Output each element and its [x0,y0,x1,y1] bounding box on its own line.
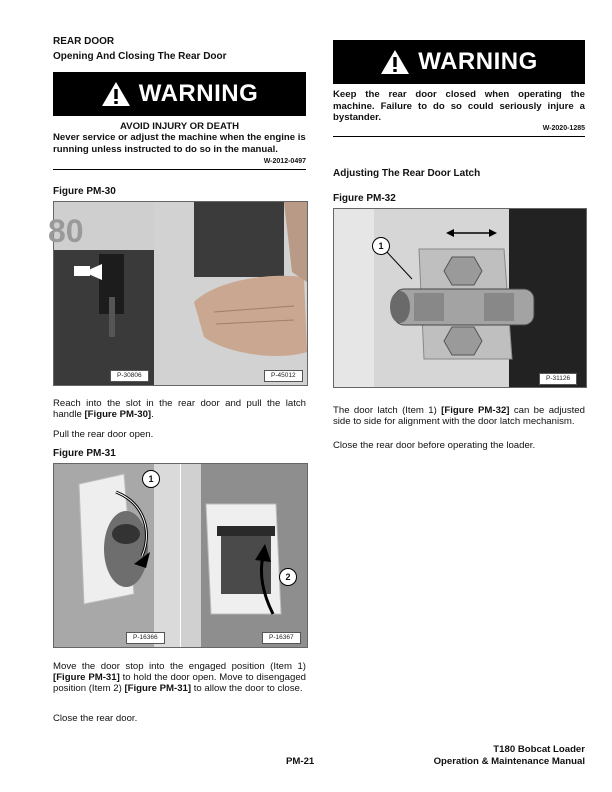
paragraph-door-stop [53,661,306,695]
figure-reference: [Figure PM-32] [441,405,510,416]
subsection-title-adjusting: Adjusting The Rear Door Latch [333,168,481,179]
para-text: Reach into the slot in the rear door and pull the latch handle [53,398,306,421]
para-text: . [151,409,154,421]
footer-manual: Operation & Maintenance Manual [433,756,585,767]
warning-word: WARNING [138,80,259,107]
photo-door-stop-disengaged [181,464,307,647]
figure-pm32-title: Figure PM-32 [333,193,396,204]
footer-model: T180 Bobcat Loader [493,744,585,755]
figure-pm30 [48,201,308,386]
figure-reference: [Figure PM-31] [124,683,192,695]
figure-pm32 [333,208,587,388]
warning-code-right: W-2020-1285 [542,125,585,132]
warning-word: WARNING [418,48,538,75]
subsection-title-opening: Opening And Closing The Rear Door [53,51,227,62]
paragraph-pull-door: Pull the rear door open. [53,429,154,440]
para-text: The door latch (Item 1) [333,405,442,416]
page-number: PM-21 [286,756,315,767]
photo-latch-slot [48,202,154,385]
svg-text:80: 80 [48,213,84,249]
para-text: to allow the door to close. [191,683,303,695]
warning-triangle-icon [101,81,131,107]
photo-door-stop-engaged [54,464,180,647]
warning-banner-right [333,40,585,84]
photo-door-latch [334,209,586,387]
figure-pm31-title: Figure PM-31 [53,448,116,459]
warning-text-left: Never service or adjust the machine when the engine is running unless instructed to do so in the manual. [53,132,306,155]
figure-pm31 [53,463,308,648]
divider [333,136,585,137]
photo-code-left: P-30806 [110,370,149,382]
photo-code: P-31126 [539,373,577,385]
paragraph-close-door: Close the rear door. [53,713,138,724]
paragraph-close-before-operating: Close the rear door before operating the loader. [333,440,536,451]
callout-item-2: 2 [279,568,297,586]
warning-heading: AVOID INJURY OR DEATH [119,121,240,132]
para-text: can be adjusted side to side for alignment with the door latch mechanism. [333,405,585,428]
figure-pm30-title: Figure PM-30 [53,186,116,197]
photo-code-right: P-45012 [264,370,303,382]
warning-code-left: W-2012-0497 [263,158,306,165]
figure-reference: [Figure PM-30] [84,409,152,421]
paragraph-latch-adjust [333,405,585,427]
divider [53,169,306,170]
warning-triangle-icon [380,49,410,75]
warning-text-right: Keep the rear door closed when operating the machine. Failure to do so could seriously injure a bystander. [333,89,585,123]
warning-banner-left [53,72,306,116]
callout-item-1: 1 [142,470,160,488]
section-title: REAR DOOR [53,36,115,47]
para-text: Move the door stop into the engaged position (Item 1) [53,661,306,672]
photo-hand-on-door [154,202,307,385]
paragraph-reach-slot [53,398,306,420]
photo-code-left: P-16366 [126,632,165,644]
callout-item-1: 1 [372,237,390,255]
para-text: to hold the door open. Move to disengaged position (Item 2) [53,672,306,695]
photo-code-right: P-16367 [262,632,301,644]
figure-reference: [Figure PM-31] [53,672,120,684]
